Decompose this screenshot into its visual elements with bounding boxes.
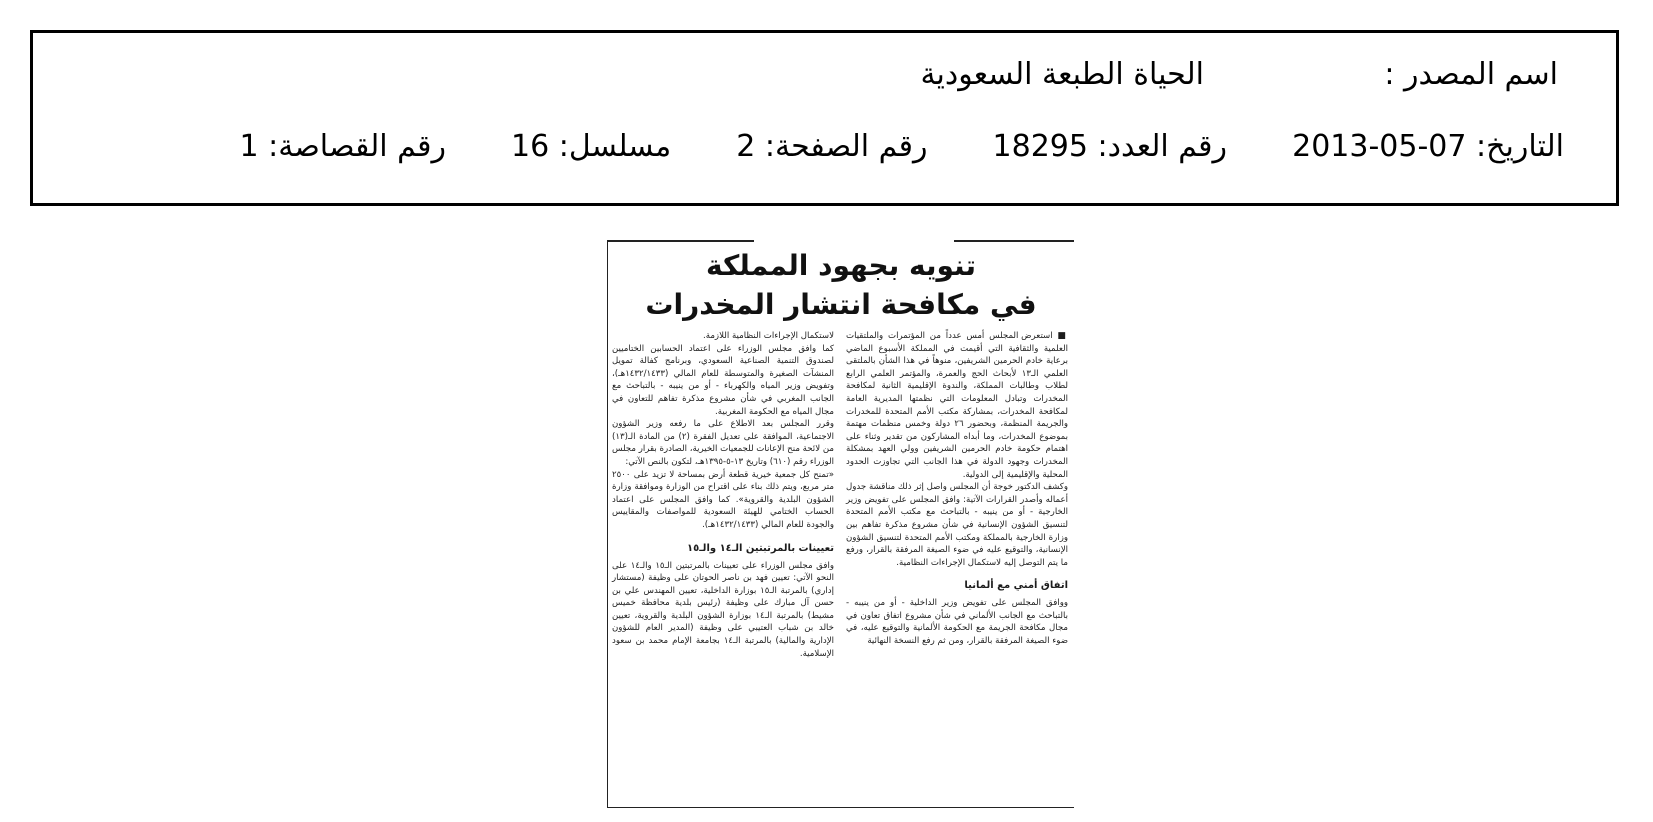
- paragraph: وقرر المجلس بعد الاطلاع على ما رفعه وزير الشؤون الاجتماعية، الموافقة على تعديل الفقرة (٢) من المادة الـ(١٣) من لائحة منح الإعانات للجمعيات الخيرية، الصادرة بقرار مجلس الوزراء رقم (٦١٠) وتاريخ ١٣-٥-١٣٩٥هـ، لتكون بالنص الآتي:: [612, 419, 834, 467]
- article-column-left: [612, 330, 834, 660]
- source-label: اسم المصدر :: [1384, 57, 1558, 92]
- page-label: رقم الصفحة:: [764, 129, 928, 164]
- headline-line-1: تنويه بجهود المملكة: [706, 249, 976, 282]
- paragraph: ووافق المجلس على تفويض وزير الداخلية - أو من ينيبه - بالتباحث مع الجانب الألماني في شأن مشروع اتفاق تعاون في مجال مكافحة الجريمة مع الحكومة الألمانية والتوقيع عليه، في ضوء الصيغة المرفقة بالقرار، ومن ثم رفع النسخة النهائية: [846, 598, 1068, 647]
- paragraph: «تمنح كل جمعية خيرية قطعة أرض بمساحة لا تزيد على ٢٥٠٠ متر مربع، ويتم ذلك بناء على اقتراح من الوزارة وموافقة وزارة الشؤون البلدية والقروية». كما وافق المجلس على اعتماد الحساب الختامي للهيئة السعودية للمواصفات والمقاييس والجودة للعام المالي (١٤٣٢/١٤٣٣هـ).: [612, 469, 834, 530]
- paragraph: [846, 330, 1068, 481]
- bullet-icon: ■: [1057, 331, 1068, 341]
- paragraph-text: استعرض المجلس أمس عدداً من المؤتمرات والملتقيات العلمية والثقافية التي أقيمت في المملكة الأسبوع الماضي برعاية خادم الحرمين الشريفين، منوهاً في هذا الشأن بالملتقى العلمي الـ١٣ لأبحاث الحج والعمرة، والمؤتمر العلمي الرابع لطلاب وطالبات المملكة، والندوة الإقليمية الثانية لمكافحة المخدرات وتبادل المعلومات التي نظمتها المديرية العامة لمكافحة المخدرات، بمشاركة مكتب الأمم المتحدة للمخدرات والجريمة المنظمة، وبحضور ٢٦ دولة وخمس منظمات مهتمة بموضوع المخدرات، وما أبداه المشاركون من تقدير وثناء على اهتمام حكومة خادم الحرمين الشريفين وولي العهد بمشكلة المخدرات وجهود الدولة في هذا الجانب التي تجاوزت الحدود المحلية والإقليمية إلى الدولية.: [846, 331, 1068, 480]
- article-column-right: [846, 330, 1068, 648]
- date-label: التاريخ:: [1476, 129, 1564, 164]
- subheading: اتفاق أمني مع ألمانيا: [964, 580, 1068, 592]
- date-value: 2013-05-07: [1292, 129, 1467, 164]
- issue-label: رقم العدد:: [1097, 129, 1228, 164]
- clipping-top-rule-right: [954, 240, 1074, 242]
- newspaper-clipping: [607, 240, 1074, 808]
- paragraph: لاستكمال الإجراءات النظامية اللازمة.: [702, 331, 834, 341]
- subheading: تعيينات بالمرتبتين الـ١٤ والـ١٥: [687, 542, 834, 554]
- paragraph: كما وافق مجلس الوزراء على اعتماد الحسابين الختاميين لصندوق التنمية الصناعية السعودي، وبرنامج كفالة تمويل المنشآت الصغيرة والمتوسطة للعام المالي (١٤٣٢/١٤٣٣هـ)، وتفويض وزير المياه والكهرباء - أو من ينيبه - بالتباحث مع الجانب المغربي في شأن مشروع مذكرة تفاهم للتعاون في مجال المياه مع الحكومة المغربية.: [612, 343, 834, 417]
- source-value: الحياة الطبعة السعودية: [920, 57, 1204, 92]
- clipping-top-rule: [608, 240, 754, 242]
- clip-label: رقم القصاصة:: [268, 129, 446, 164]
- source-info-box: [30, 30, 1619, 206]
- clip-value: 1: [239, 129, 259, 164]
- paragraph: وافق مجلس الوزراء على تعيينات بالمرتبتين الـ١٥ والـ١٤ على النحو الآتي: تعيين فهد بن ناصر الحوتان على وظيفة (مستشار إداري) بالمرتبة الـ١٥ بوزارة الداخلية، تعيين المهندس علي بن حسن آل مبارك على وظيفة (رئيس بلدية محافظة خميس مشيط) بالمرتبة الـ١٤ بوزارة الشؤون البلدية والقروية، تعيين خالد بن شباب العتيبي على وظيفة (المدير العام للشؤون الإدارية والمالية) بالمرتبة الـ١٤ بجامعة الإمام محمد بن سعود الإسلامية.: [612, 560, 834, 659]
- article-headline: [608, 246, 1074, 324]
- serial-value: 16: [511, 129, 550, 164]
- issue-value: 18295: [992, 129, 1088, 164]
- page-value: 2: [736, 129, 756, 164]
- serial-label: مسلسل:: [558, 129, 672, 164]
- headline-line-2: في مكافحة انتشار المخدرات: [645, 288, 1037, 321]
- metadata-row: [240, 129, 1565, 165]
- paragraph: وكشف الدكتور خوجة أن المجلس واصل إثر ذلك مناقشة جدول أعماله وأصدر القرارات الآتية: وافق المجلس على تفويض وزير الخارجية - أو من ينيبه - بالتباحث مع مكتب الأمم المتحدة لتنسيق الشؤون الإنسانية في شأن مشروع مذكرة تفاهم بين وزارة الخارجية بالمملكة ومكتب الأمم المتحدة لتنسيق الشؤون الإنسانية، والتوقيع عليه في ضوء الصيغة المرفقة بالقرار، ورفع ما يتم التوصل إليه لاستكمال الإجراءات النظامية.: [846, 482, 1068, 568]
